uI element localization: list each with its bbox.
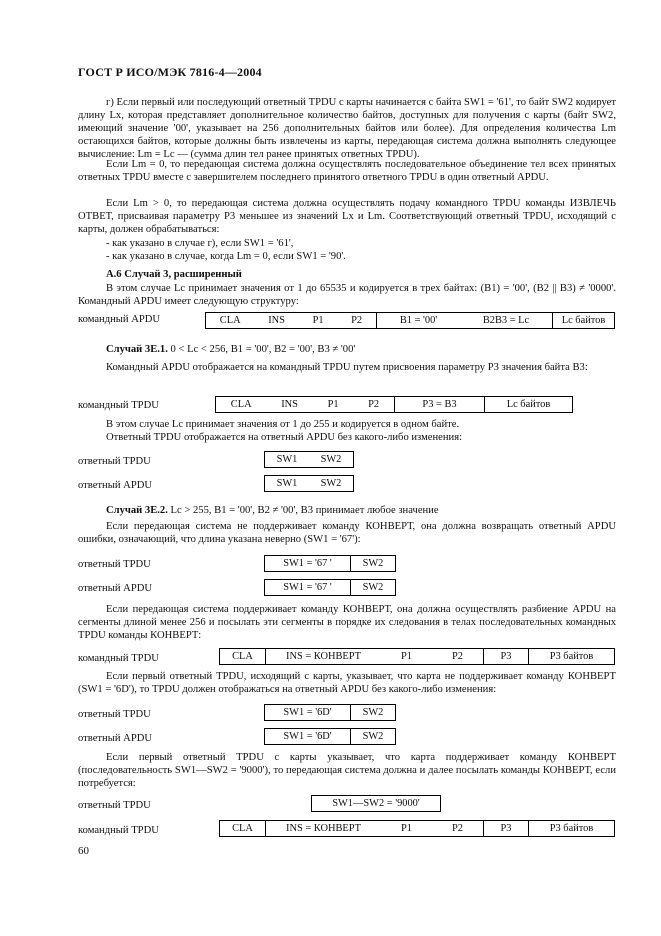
cell-sw1-67: SW1 = '67 ': [265, 580, 351, 595]
envelope-ins-cells: [266, 649, 484, 664]
case-3e2-condition: Lc > 255, B1 = '00', B2 ≠ '00', B3 принимает любое значение: [170, 505, 439, 516]
cell-p1: P1: [401, 651, 412, 662]
label-response-apdu: ответный APDU: [78, 480, 153, 491]
cell-sw2: SW2: [362, 582, 384, 593]
label-command-apdu: командный APDU: [78, 314, 161, 325]
cell-p1: P1: [327, 399, 339, 410]
label-response-apdu: ответный APDU: [78, 733, 153, 744]
sw-cells: [265, 476, 353, 491]
cell-cla: CLA: [220, 649, 266, 664]
command-apdu-structure: [205, 312, 615, 329]
cell-sw1: SW1: [276, 478, 298, 489]
case-3e2-line: [106, 504, 439, 517]
cell-b2b3: B2B3 = Lc: [482, 315, 530, 326]
command-tpdu-structure: [215, 396, 573, 413]
cell-sw2: SW2: [320, 478, 342, 489]
paragraph-lm-positive: Если Lm > 0, то передающая система должна осуществлять подачу командного TPDU команды ИЗВЛЕЧЬ ОТВЕТ, присваивая параметру P3 меньшее из значений Lx и Lm. Соответствующий ответный TPDU, исходящий с карты, должен обрабатываться:: [78, 198, 616, 235]
label-response-tpdu: ответный TPDU: [78, 800, 151, 811]
cell-ins-envelope: INS = КОНВЕРТ: [286, 823, 362, 834]
paragraph-3e1-lc: В этом случае Lc принимает значения от 1 до 255 и кодируется в одном байте.: [106, 419, 460, 430]
cell-p2: P2: [452, 651, 463, 662]
cell-sw2: SW2: [362, 731, 384, 742]
cell-sw1-6d: SW1 = '6D': [265, 705, 351, 720]
cell-p2: P2: [351, 315, 363, 326]
bullet-sw1-90: - как указано в случае, когда Lm = 0, если SW1 = '90'.: [106, 251, 346, 262]
label-response-tpdu: ответный TPDU: [78, 559, 151, 570]
cell-sw1: SW1: [276, 454, 298, 465]
cell-sw1-67: SW1 = '67 ': [265, 556, 351, 571]
paragraph-lm-zero: Если Lm = 0, то передающая система должна осуществлять последовательное объединение тел всех принятых ответных TPDU вместе с завершителем последнего принятого ответного TPDU в один ответный APDU.: [78, 159, 616, 183]
cell-sw1-sw2-9000: SW1—SW2 = '9000': [332, 798, 420, 809]
label-response-apdu: ответный APDU: [78, 583, 153, 594]
case-3e2-title: Случай 3Е.2.: [106, 505, 168, 516]
cell-ins: INS: [281, 399, 298, 410]
label-response-tpdu: ответный TPDU: [78, 709, 151, 720]
cell-p3-b3: P3 = B3: [395, 397, 485, 412]
response-tpdu-9000: [311, 795, 441, 812]
cell-p3: P3: [484, 649, 529, 664]
cell-lc-bytes: Lc байтов: [506, 399, 551, 410]
case-3e1-line: [106, 343, 355, 356]
case-3e1-title: Случай 3Е.1.: [106, 344, 168, 355]
cell-ins: INS: [268, 315, 285, 326]
label-command-tpdu: командный TPDU: [78, 825, 159, 836]
response-apdu-6d: [264, 728, 396, 745]
envelope-tpdu-structure: [219, 648, 615, 665]
bullet-sw1-61: - как указано в случае г), если SW1 = '61',: [106, 238, 294, 249]
paragraph-3e1-response: Ответный TPDU отображается на ответный APDU без какого-либо изменения:: [106, 432, 463, 443]
section-title-a6: А.6 Случай 3, расширенный: [106, 269, 242, 280]
paragraph-case-g: г) Если первый или последующий ответный TPDU с карты начинается с байта SW1 = '61', то байт SW2 кодирует длину Lx, которая представляет дополнительное количество байтов, доступных для получения с карты (байт SW2, имеющий значение '00', указывает на 256 дополнительных байтов или более). Для определения количества Lm остающихся байтов, которые должны быть извлечены из карты, передающая система должна выполнять следующее вычисление: Lm = Lc — (сумма длин тел ранее принятых ответных TPDU).: [78, 97, 616, 160]
cell-lc-bytes: Lc байтов: [561, 315, 606, 326]
cell-cla: CLA: [219, 315, 241, 326]
cell-p3-bytes: P3 байтов: [549, 651, 594, 662]
cell-b1: B1 = '00': [399, 315, 438, 326]
paragraph-3e2-9000: Если первый ответный TPDU с карты указывает, что карта поддерживает команду КОНВЕРТ (последовательность SW1—SW2 = '9000'), то передающая система должна и далее посылать команды КОНВЕРТ, если потребуется:: [78, 752, 616, 789]
tpdu-header-cells: [216, 397, 395, 412]
apdu-header-cells: [206, 313, 377, 328]
apdu-b-cells: [377, 313, 553, 328]
page-number: 60: [78, 845, 89, 857]
response-tpdu-6d: [264, 704, 396, 721]
cell-p1: P1: [312, 315, 324, 326]
response-tpdu-structure: [264, 451, 354, 468]
cell-sw2: SW2: [362, 707, 384, 718]
cell-p3-bytes: P3 байтов: [549, 823, 594, 834]
paragraph-3e2-envelope: Если передающая система поддерживает команду КОНВЕРТ, она должна осуществлять разбиение APDU на сегменты длиной менее 256 и посылать эти сегменты в порядке их следования в телах последовательных командных TPDU команды КОНВЕРТ:: [78, 604, 616, 641]
paragraph-a6: В этом случае Lc принимает значения от 1 до 65535 и кодируется в трех байтах: (B1) = '00', (B2 || B3) ≠ '0000'. Командный APDU имеет следующую структуру:: [78, 283, 616, 307]
cell-p3: P3: [484, 821, 529, 836]
cell-ins-envelope: INS = КОНВЕРТ: [286, 651, 362, 662]
label-response-tpdu: ответный TPDU: [78, 456, 151, 467]
case-3e1-condition: 0 < Lc < 256, B1 = '00', B2 = '00', B3 ≠ '00': [170, 344, 356, 355]
document-header: ГОСТ Р ИСО/МЭК 7816-4—2004: [78, 65, 262, 79]
label-command-tpdu: командный TPDU: [78, 400, 159, 411]
label-command-tpdu: командный TPDU: [78, 653, 159, 664]
envelope-ins-cells: [266, 821, 484, 836]
cell-p2: P2: [452, 823, 463, 834]
cell-sw2: SW2: [362, 558, 384, 569]
cell-sw2: SW2: [320, 454, 342, 465]
cell-p1: P1: [401, 823, 412, 834]
sw-cells: [265, 452, 353, 467]
response-tpdu-67: [264, 555, 396, 572]
cell-cla: CLA: [230, 399, 252, 410]
response-apdu-67: [264, 579, 396, 596]
cell-p2: P2: [368, 399, 380, 410]
paragraph-3e2-no-envelope: Если передающая система не поддерживает команду КОНВЕРТ, она должна возвращать ответный APDU ошибки, означающий, что длина указана неверно (SW1 = '67'):: [78, 521, 616, 545]
paragraph-3e1: Командный APDU отображается на командный TPDU путем присвоения параметру P3 значения байта B3:: [106, 362, 588, 373]
paragraph-3e2-6d: Если первый ответный TPDU, исходящий с карты, указывает, что карта не поддерживает команду КОНВЕРТ (SW1 = '6D'), то TPDU должен отображаться на ответный APDU без какого-либо изменения:: [78, 671, 616, 695]
response-apdu-structure: [264, 475, 354, 492]
envelope-tpdu-structure-2: [219, 820, 615, 837]
cell-sw1-6d: SW1 = '6D': [265, 729, 351, 744]
cell-cla: CLA: [220, 821, 266, 836]
